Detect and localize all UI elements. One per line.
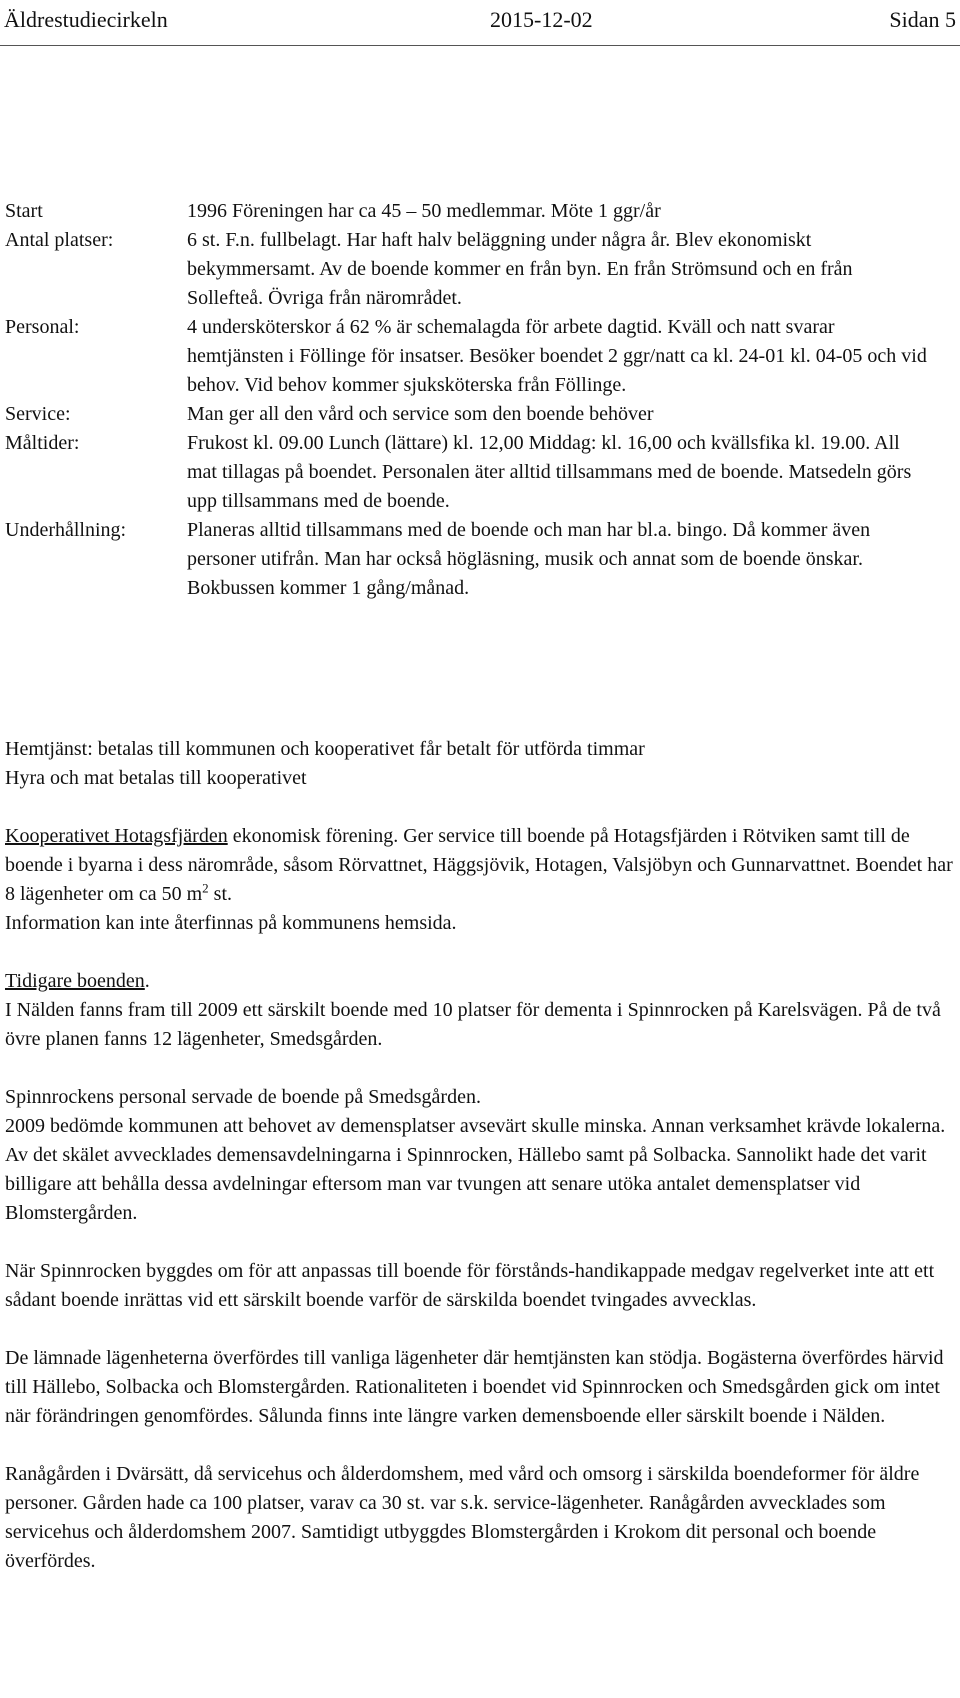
page-header (0, 0, 960, 46)
info-value-personal: 4 undersköterskor á 62 % är schemalagda för arbete dagtid. Kväll och natt svarar hemtjänsten i Föllinge för insatser. Besöker boendet 2 ggr/natt ca kl. 24-01 kl. 04-05 och vid behov. Vid behov kommer sjuksköterska från Föllinge. (187, 316, 927, 396)
paragraph-lamnade-lagenheter: De lämnade lägenheterna överfördes till vanliga lägenheter där hemtjänsten kan stödja. Bogästerna överfördes härvid till Hällebo, Solbacka och Blomstergården. Rationaliteten i boendet vid Spinnrocken och Smedsgården gick om intet när förändringen genomfördes. Sålunda finns inte längre varken demensboende eller särskilt boende i Nälden. (5, 1347, 944, 1427)
paragraph-kooperativet (5, 822, 957, 909)
tidigare-boenden-dot: . (144, 970, 150, 992)
info-label-antal-platser: Antal platser: (5, 229, 114, 251)
paragraph-spinnrocken-personal: Spinnrockens personal servade de boende på Smedsgården. (5, 1086, 481, 1108)
info-row-personal (5, 313, 960, 400)
square-meter-superscript: 2 (202, 880, 209, 896)
header-title: Äldrestudiecirkeln (4, 7, 168, 32)
info-label-maltider: Måltider: (5, 432, 80, 454)
info-row-service (5, 400, 960, 429)
facility-info (5, 197, 960, 603)
info-value-start: 1996 Föreningen har ca 45 – 50 medlemmar. Möte 1 ggr/år (187, 200, 661, 222)
info-label-start: Start (5, 200, 43, 222)
kooperativet-name: Kooperativet Hotagsfjärden (5, 825, 228, 847)
paragraph-ombyggnad: När Spinnrocken byggdes om för att anpassas till boende för förstånds-handikappade medgav regelverket inte att ett sådant boende inrättas vid ett särskilt boende varför de särskilda boendet tvingades avvecklas. (5, 1260, 935, 1311)
paragraph-ranagarden: Ranågården i Dvärsätt, då servicehus och ålderdomshem, med vård och omsorg i särskilda boendeformer för äldre personer. Gården hade ca 100 platser, varav ca 30 st. var s.k. service-lägenheter. Ranågården avvecklades som servicehus och ålderdomshem 2007. Samtidigt utbyggdes Blomstergården i Krokom dit personal och boende överfördes. (5, 1463, 920, 1572)
paragraph-spinnrocken-2009: 2009 bedömde kommunen att behovet av demensplatser avsevärt skulle minska. Annan verksamhet krävde lokalerna. Av det skälet avvecklades demensavdelningarna i Spinnrocken, Hällebo samt på Solbacka. Sannolikt hade det varit billigare att behålla dessa avdelningar eftersom man var tvungen att senare utöka antalet demensplatser vid Blomstergården. (5, 1115, 946, 1224)
info-label-personal: Personal: (5, 316, 80, 338)
info-value-service: Man ger all den vård och service som den boende behöver (187, 403, 654, 425)
info-row-antal-platser (5, 226, 960, 313)
section-heading-tidigare-boenden (5, 967, 957, 996)
info-row-underhallning (5, 516, 960, 603)
kooperativet-text-end: st. (208, 883, 232, 905)
info-label-service: Service: (5, 403, 71, 425)
document-body (5, 735, 957, 1576)
info-value-antal-platser: 6 st. F.n. fullbelagt. Har haft halv beläggning under några år. Blev ekonomiskt bekymmersamt. Av de boende kommer en från byn. En från Strömsund och en från Sollefteå. Övriga från närområdet. (187, 229, 853, 309)
header-date: 2015-12-02 (490, 7, 593, 32)
info-row-maltider (5, 429, 960, 516)
info-row-start (5, 197, 960, 226)
header-page-number: Sidan 5 (889, 7, 956, 32)
paragraph-hemtjanst: Hemtjänst: betalas till kommunen och kooperativet får betalt för utförda timmar (5, 738, 645, 760)
kooperativet-text: ekonomisk förening. Ger service till boende på Hotagsfjärden i Rötviken samt till de boende i byarna i dess närområde, såsom Rörvattnet, Häggsjövik, Hotagen, Valsjöbyn och Gunnarvattnet. Boendet har 8 lägenheter om ca 50 m (5, 825, 953, 905)
tidigare-boenden-heading: Tidigare boenden (5, 970, 145, 992)
paragraph-kooperativet-info: Information kan inte återfinnas på kommunens hemsida. (5, 912, 457, 934)
info-value-underhallning: Planeras alltid tillsammans med de boende och man har bl.a. bingo. Då kommer även personer utifrån. Man har också högläsning, musik och annat som de boende önskar. Bokbussen kommer 1 gång/månad. (187, 519, 871, 599)
info-label-underhallning: Underhållning: (5, 519, 127, 541)
paragraph-hyra: Hyra och mat betalas till kooperativet (5, 767, 307, 789)
paragraph-tidigare-boenden: I Nälden fanns fram till 2009 ett särskilt boende med 10 platser för dementa i Spinnrocken på Karelsvägen. På de två övre planen fanns 12 lägenheter, Smedsgården. (5, 999, 941, 1050)
info-value-maltider: Frukost kl. 09.00 Lunch (lättare) kl. 12,00 Middag: kl. 16,00 och kvällsfika kl. 19.00. All mat tillagas på boendet. Personalen äter alltid tillsammans med de boende. Matsedeln görs upp tillsammans med de boende. (187, 432, 912, 512)
